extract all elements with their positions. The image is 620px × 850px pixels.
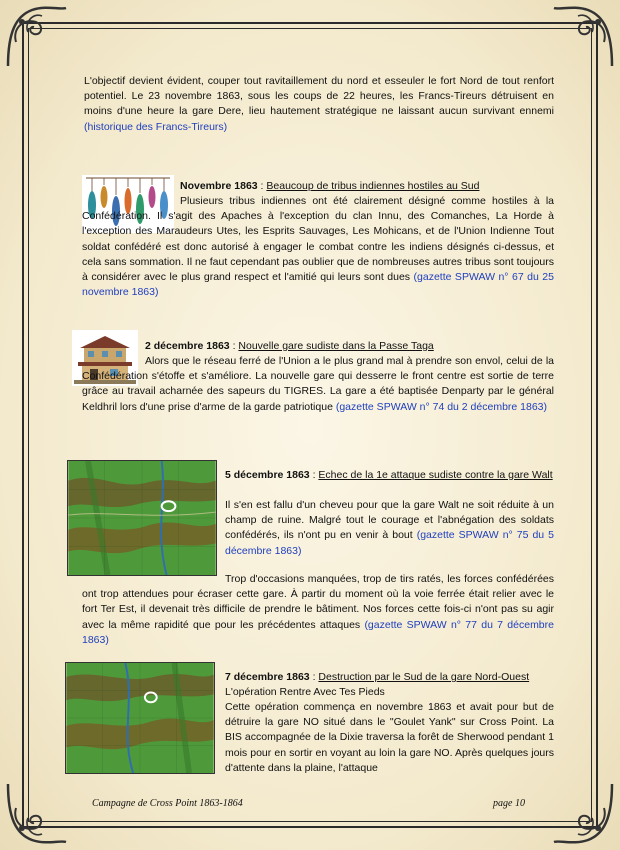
entry1-title: Beaucoup de tribus indiennes hostiles au Sud [266, 180, 480, 192]
footer-title: Campagne de Cross Point 1863-1864 [92, 798, 243, 809]
entry3-body2-text: Trop d'occasions manquées, trop de tirs ratés, les forces confédérées ont trop attendues pour écraser cette gare. À partir du moment où la voie ferrée était relier avec le fort Ter Est, il devenait très difficile de prendre le bâtiment. Nos forces cette fois-ci n'ont pas su agir avec la même rapidité que pour les précédentes attaques [82, 573, 554, 631]
entry3-body-text: Il s'en est fallu d'un cheveu pour que la gare Walt ne soit réduite à un champ de ruine. Malgré tout le courage et l'abnégation des soldats confédérés, ils n'ont pu en venir à bout [225, 499, 554, 542]
entry2-body-text: Alors que le réseau ferré de l'Union a le plus grand mal à prendre son envol, celui de la Confédération s'étoffe et s'améliore. La nouvelle gare qui desserre le front centre est sortie de terre grâce au travail acharnée des sapeurs du TIGRES. La gare a été baptisée Denparty par le général Keldhril lors d'une prise d'arme de la garde patriotique [82, 355, 554, 413]
entry3-body2 [82, 572, 554, 648]
entry1-body-text: Plusieurs tribus indiennes ont été clairement désigné comme hostiles à la Confédération. Il s'agit des Apaches à l'exception du clan Innu, des Comanches, La Horde à l'exception des Maraudeurs Utes, les Esprits Sauvages, Les Mohicans, et de l'Union Indienne Tout soldat confédéré est donc autorisé à engager le combat contre les indiens désignés ci-dessus, et cela sans sommation. Il ne faut cependant pas oublier que de nombreuses autres tribus sont toujours à considérer avec le plus grand respect et l'amitié qui leurs sont dues [82, 195, 554, 284]
entry4-subtitle-text: L'opération Rentre Avec Tes Pieds [225, 686, 385, 698]
entry2-date: 2 décembre 1863 [145, 340, 230, 352]
entry3-body [225, 498, 554, 559]
entry3-date: 5 décembre 1863 [225, 469, 310, 481]
ornament-corner-icon [2, 778, 72, 848]
entry3-paragraph [67, 468, 554, 483]
entry4-date: 7 décembre 1863 [225, 671, 310, 683]
entry2-link[interactable]: (gazette SPWAW n° 74 du 2 décembre 1863) [335, 400, 548, 413]
entry4-paragraph [225, 670, 554, 685]
separator: : [309, 469, 319, 481]
ornament-corner-icon [548, 2, 618, 72]
entry3-link1[interactable]: (gazette SPWAW n° 75 du 5 décembre 1863) [225, 529, 554, 557]
entry2-title: Nouvelle gare sudiste dans la Passe Taga [238, 340, 434, 352]
battle-map-image [65, 662, 215, 774]
ornament-corner-icon [548, 778, 618, 848]
entry1-date: Novembre 1863 [180, 180, 258, 192]
entry1-link[interactable]: (gazette SPWAW n° 67 du 25 novembre 1863) [82, 271, 554, 299]
entry3-link2[interactable]: (gazette SPWAW n° 77 du 7 décembre 1863) [82, 618, 554, 646]
entry4-title: Destruction par le Sud de la gare Nord-Ouest [318, 671, 530, 683]
intro-paragraph [84, 74, 554, 135]
entry2-body [82, 354, 554, 415]
entry4-body [225, 700, 554, 776]
intro-text: L'objectif devient évident, couper tout ravitaillement du nord et esseuler le fort Nord de tout renfort potentiel. Le 23 novembre 1863, sous les coups de 22 heures, les Francs-Tireurs détruisent en moins d'une heure la gare Dere, lieu hautement stratégique ne laissant aucun survivant ennemi [84, 75, 554, 118]
entry1-paragraph [82, 179, 554, 194]
separator: : [229, 340, 239, 352]
entry1-body [82, 194, 554, 300]
page-number: page 10 [493, 798, 525, 809]
separator: : [309, 671, 319, 683]
entry3-title: Echec de la 1e attaque sudiste contre la gare Walt [318, 469, 553, 481]
separator: : [257, 180, 267, 192]
ornament-corner-icon [2, 2, 72, 72]
entry4-body-text: Cette opération commença en novembre 1863 et avait pour but de détruire la gare NO situé dans le "Goulet Yank" sur Cross Point. La BIS accompagnée de la Dixie traversa la forêt de Sherwood pendant 1 mois pour en sortir en voyant au loin la gare NO. Après quelques jours d'attente dans la plaine, l'attaque [225, 701, 554, 774]
intro-link[interactable]: (historique des Francs-Tireurs) [84, 120, 228, 133]
entry4-subtitle [225, 685, 554, 700]
entry2-paragraph [82, 339, 554, 354]
